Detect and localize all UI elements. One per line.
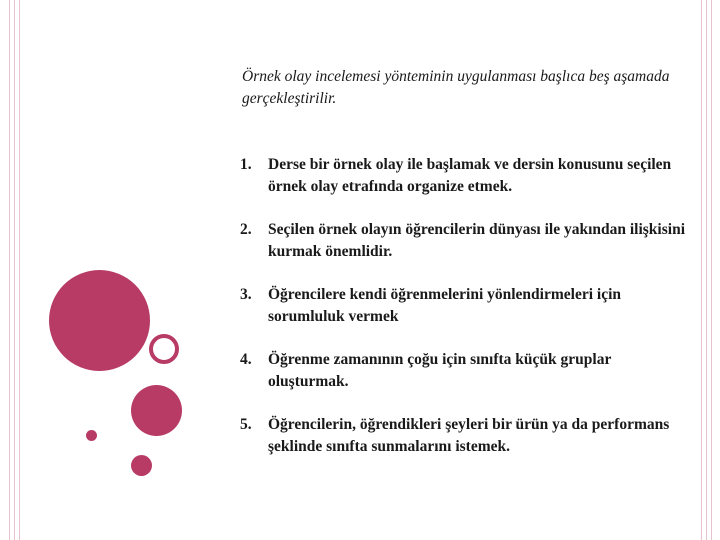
decorative-line [711,0,712,540]
decorative-line [701,0,702,540]
list-item-text: Seçilen örnek olayın öğrencilerin dünyası ile yakından ilişkisini kurmak önemlidir. [268,221,686,260]
steps-list [240,154,690,479]
list-item [240,284,690,328]
decorative-line [9,0,10,540]
list-item-number: 2. [240,221,252,238]
list-item-number: 4. [240,351,252,368]
decorative-line [706,0,707,540]
list-item-number: 1. [240,156,252,173]
decorative-ring [149,334,179,364]
list-item-number: 5. [240,416,252,433]
decorative-line [14,0,15,540]
decorative-circle-small [131,455,152,476]
list-item [240,154,690,198]
intro-text: Örnek olay incelemesi yönteminin uygulanması başlıca beş aşamada gerçekleştirilir. [242,68,670,107]
list-item-text: Öğrenme zamanının çoğu için sınıfta küçük gruplar oluşturmak. [268,351,612,390]
list-item [240,414,690,458]
decorative-circle-large [49,270,150,371]
list-item [240,349,690,393]
decorative-circle-medium [131,385,182,436]
list-item-text: Öğrencilere kendi öğrenmelerini yönlendirmeleri için sorumluluk vermek [268,286,622,325]
list-item-text: Derse bir örnek olay ile başlamak ve dersin konusunu seçilen örnek olay etrafında organize etmek. [268,156,672,195]
list-item-number: 3. [240,286,252,303]
list-item-text: Öğrencilerin, öğrendikleri şeyleri bir ürün ya da performans şeklinde sınıfta sunmalarını istemek. [268,416,670,455]
decorative-circle-tiny [86,430,97,441]
list-item [240,219,690,263]
decorative-line [19,0,20,540]
